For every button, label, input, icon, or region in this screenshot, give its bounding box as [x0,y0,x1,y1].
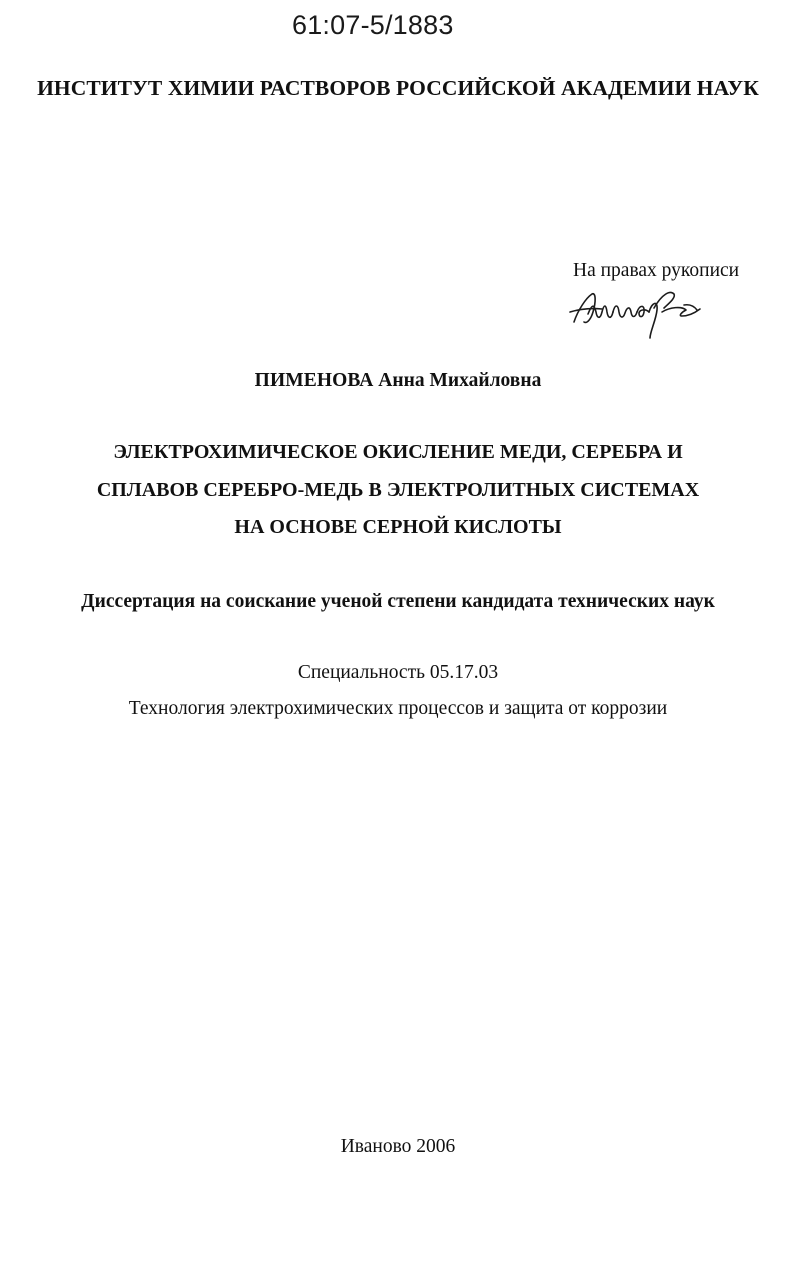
author-surname: ПИМЕНОВА [254,370,374,391]
catalog-number: 61:07-5/1883 [292,10,454,40]
institute-name: ИНСТИТУТ ХИМИИ РАСТВОРОВ РОССИЙСКОЙ АКАДЕМИИ НАУК [37,76,759,100]
title-line-1: ЭЛЕКТРОХИМИЧЕСКОЕ ОКИСЛЕНИЕ МЕДИ, СЕРЕБРА И [113,441,683,463]
manuscript-note: На правах рукописи [573,260,740,281]
specialty-name: Технология электрохимических процессов и защита от коррозии [128,698,668,719]
title-line-3: НА ОСНОВЕ СЕРНОЙ КИСЛОТЫ [234,516,562,538]
title-line-2: СПЛАВОВ СЕРЕБРО-МЕДЬ В ЭЛЕКТРОЛИТНЫХ СИСТЕМАХ [96,479,700,501]
author-name [0,370,796,392]
author-given-names: Анна Михайловна [378,370,542,391]
city-year: Иваново 2006 [340,1136,456,1157]
handwritten-signature [566,282,716,340]
specialty-code: Специальность 05.17.03 [297,662,499,683]
dissertation-statement: Диссертация на соискание ученой степени кандидата технических наук [81,591,715,612]
